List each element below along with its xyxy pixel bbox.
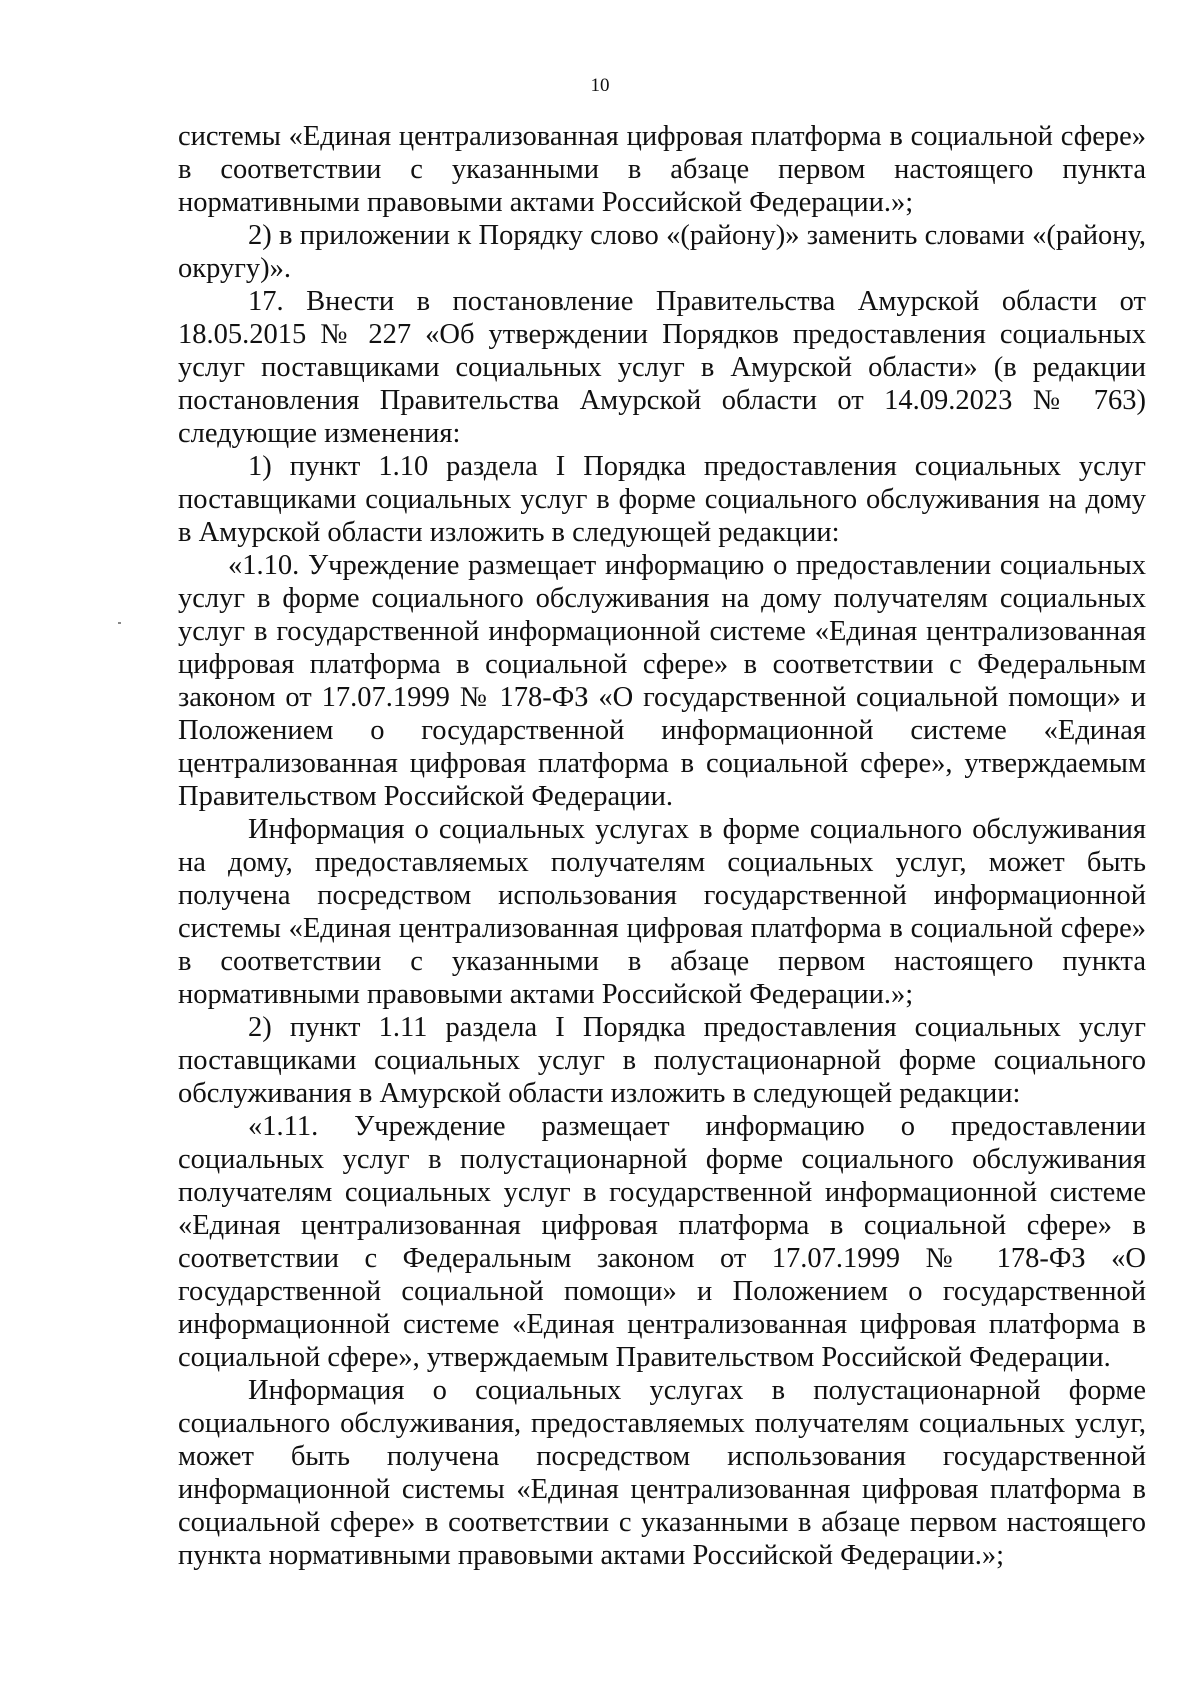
paragraph-quote-1-11: «1.11. Учреждение размещает информацию о предоставлении социальных услуг в полустационарной форме социального обслуживания получателям социальных услуг в государственной информационной системе «Единая централизованная цифровая платформа в социальной сфере» в соответствии с Федеральным законом от 17.07.1999 № 178-ФЗ «О государственной социальной помощи» и Положением о государственной информационной системе «Единая централизованная цифровая платформа в социальной сфере», утверждаемым Правительством Российской Федерации. — [178, 1111, 1146, 1373]
paragraph-info-home-service: Информация о социальных услугах в форме социального обслуживания на дому, предоставляемых получателям социальных услуг, может быть получена посредством использования государственной информационной системы «Единая централизованная цифровая платформа в социальной сфере» в соответствии с указанными в абзаце первом настоящего пункта нормативными правовыми актами Российской Федерации.»; — [178, 814, 1146, 1010]
page-number: 10 — [590, 75, 610, 96]
paragraph-item-2: 2) пункт 1.11 раздела I Порядка предоставления социальных услуг поставщиками социальных услуг в полустационарной форме социального обслуживания в Амурской области изложить в следующей редакции: — [178, 1012, 1146, 1109]
paragraph-item-2-appendix: 2) в приложении к Порядку слово «(району)» заменить словами «(району, округу)». — [178, 220, 1146, 284]
paragraph-quote-1-10: «1.10. Учреждение размещает информацию о предоставлении социальных услуг в форме социального обслуживания на дому получателям социальных услуг в государственной информационной системе «Единая централизованная цифровая платформа в социальной сфере» в соответствии с Федеральным законом от 17.07.1999 № 178-ФЗ «О государственной социальной помощи» и Положением о государственной информационной системе «Единая централизованная цифровая платформа в социальной сфере», утверждаемым Правительством Российской Федерации. — [178, 550, 1146, 812]
paragraph-continuation: системы «Единая централизованная цифровая платформа в социальной сфере» в соответствии с указанными в абзаце первом настоящего пункта нормативными правовыми актами Российской Федерации.»; — [178, 121, 1146, 218]
scan-artifact — [118, 622, 121, 624]
paragraph-info-semi-stationary: Информация о социальных услугах в полустационарной форме социального обслуживания, предоставляемых получателям социальных услуг, может быть получена посредством использования государственной информационной системы «Единая централизованная цифровая платформа в социальной сфере» в соответствии с указанными в абзаце первом настоящего пункта нормативными правовыми актами Российской Федерации.»; — [178, 1375, 1146, 1571]
document-body — [178, 120, 1146, 1572]
paragraph-item-1: 1) пункт 1.10 раздела I Порядка предоставления социальных услуг поставщиками социальных услуг в форме социального обслуживания на дому в Амурской области изложить в следующей редакции: — [178, 451, 1146, 548]
paragraph-section-17: 17. Внести в постановление Правительства Амурской области от 18.05.2015 № 227 «Об утверждении Порядков предоставления социальных услуг поставщиками социальных услуг в Амурской области» (в редакции постановления Правительства Амурской области от 14.09.2023 № 763) следующие изменения: — [178, 286, 1146, 449]
